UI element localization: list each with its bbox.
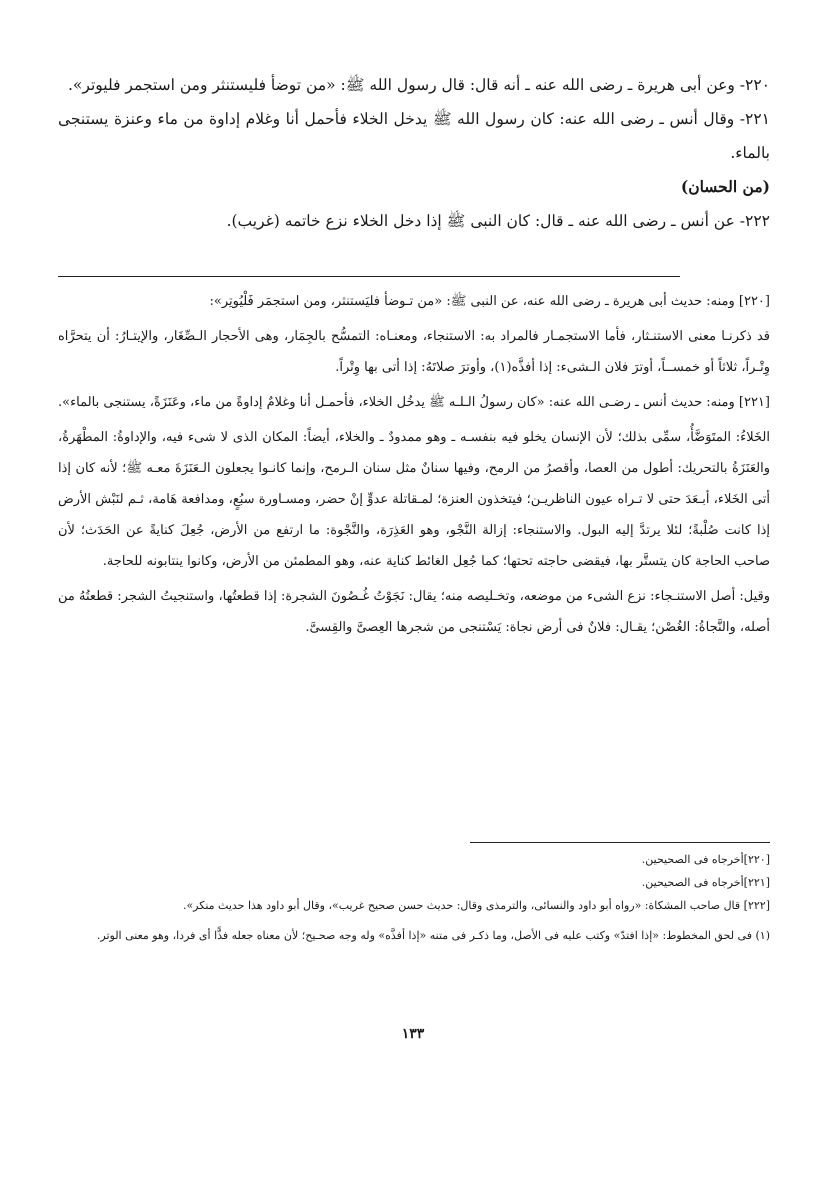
page-number: ١٣٣ [401, 1026, 425, 1042]
footnotes-block [58, 848, 770, 947]
commentary-221-body: الخَلاءُ: المتَوَضَّأُ، سمِّى بذلك؛ لأن الإنسان يخلو فيه بنفسـه ـ وهو ممدودٌ ـ والخلاء، أيضاً: المكان الذى لا شىء فيه، والإداوةُ: المطْهَرةُ، والعَنَزَةُ بالتحريك: أطول من العصا، وأقصرُ من الرمح، وفيها سنانٌ مثل سنان الـرمح، وإنما كانـوا يجعلون الـعَنَزَةَ معـه ﷺ؛ لأنه كان إذا أتى الخَلاء، أبـعَدَ حتى لا تـراه عيون الناظريـن؛ فيتخذون العنزة؛ لمـقاتلة عدوٍّ إنْ حضر، ومسـاورة سبُعٍ، ومدافعة هَامة، ثـم لنَبْش الأرض إذا كانت صُلْبةً؛ لئلا يرتدَّ إليه البول. والاستنجاء: إزالة النَّجْو، وهو العَذِرَة، والنَّجْوة: ما ارتفع من الأرض، جُعِلَ كنايةً عن الحَدَث؛ لأن صاحب الحاجة كان يتستَّر بها، فيقضى حاجته تحتها؛ كما جُعِل الغائط كناية عنه، وهو المطمئن من الأرض، وكانوا ينتابونه للحاجة. [58, 430, 770, 569]
hadith-220: ٢٢٠- وعن أبى هريرة ـ رضى الله عنه ـ أنه قال: قال رسول الله ﷺ: «من توضأ فليستنثر ومن استجمر فليوتر». [68, 76, 770, 94]
commentary-220-heading: [٢٢٠] ومنه: حديث أبى هريرة ـ رضى الله عنه، عن النبى ﷺ: «من تـوضأ فليَستنثر، ومن استجمَر فَلْيُوتِر»: [209, 294, 770, 309]
footnote-220: [٢٢٠]أخرجاه فى الصحيحين. [641, 853, 770, 866]
commentary-block [58, 286, 770, 647]
footnote-221: [٢٢١]أخرجاه فى الصحيحين. [641, 876, 770, 889]
hadith-222: ٢٢٢- عن أنس ـ رضى الله عنه ـ قال: كان النبى ﷺ إذا دخل الخلاء نزع خاتمه (غريب). [226, 212, 770, 230]
footnote-separator-line [470, 842, 770, 843]
commentary-220-body: قد ذكرنـا معنى الاستنـثار، فأما الاستجمـار فالمراد به: الاستنجاء، ومعنـاه: التمسُّح بالجِمَار، وهى الأحجار الـصِّغَار، والإيتـارُ: أن يتحرَّاه وِتْـراً، ثلاثاً أو خمســاً، أوترَ فلان الـشىء: إذا أفذَّه(١)، وأوترَ صلاتَهُ: إذا أتى بها وِتْراً. [58, 329, 770, 375]
hadith-221: ٢٢١- وقال أنس ـ رضى الله عنه: كان رسول الله ﷺ يدخل الخلاء فأحمل أنا وغلام إداوة من ماء وعنزة يستنجى بالماء. [58, 110, 770, 162]
footnote-1: (١) فى لحق المخطوط: «إذا افتدّ» وكتب عليه فى الأصل، وما ذكـر فى متنه «إذا أفذَّه» وله وجه صحـيح؛ لأن معناه جعله فذًّا أى فردا، وهو معنى الوتر. [96, 929, 770, 942]
section-heading: (من الحسان) [680, 177, 770, 196]
hadith-text-block [58, 68, 770, 238]
text-separator-line [58, 276, 680, 277]
commentary-221-body-2: وقيل: أصل الاستنـجاء: نزع الشىء من موضعه، وتخـليصه منه؛ يقال: نَجَوْتُ غُـصُونَ الشجرة: إذا قطعتُها، واستنجيتُ الشجر: قطعتُهُ من أصله، والنَّجاةُ: الغُصْن؛ يقـال: فلانٌ فى أرض نجاة: يَسْتنجى من شجرها العِصىَّ والقِسىَّ. [58, 589, 770, 635]
footnote-222: [٢٢٢] قال صاحب المشكاة: «رواه أبو داود والنسائى، والترمذى وقال: حديث حسن صحيح غريب»، وقال أبو داود هذا حديث منكر». [182, 899, 770, 912]
commentary-221-heading: [٢٢١] ومنه: حديث أنس ـ رضـى الله عنه: «كان رسولُ الـلـه ﷺ يدخُل الخلاء، فأحمـل أنا وغلامٌ إداوةً من ماء، وعَنَزَةً، يستنجى بالماء». [57, 395, 770, 410]
